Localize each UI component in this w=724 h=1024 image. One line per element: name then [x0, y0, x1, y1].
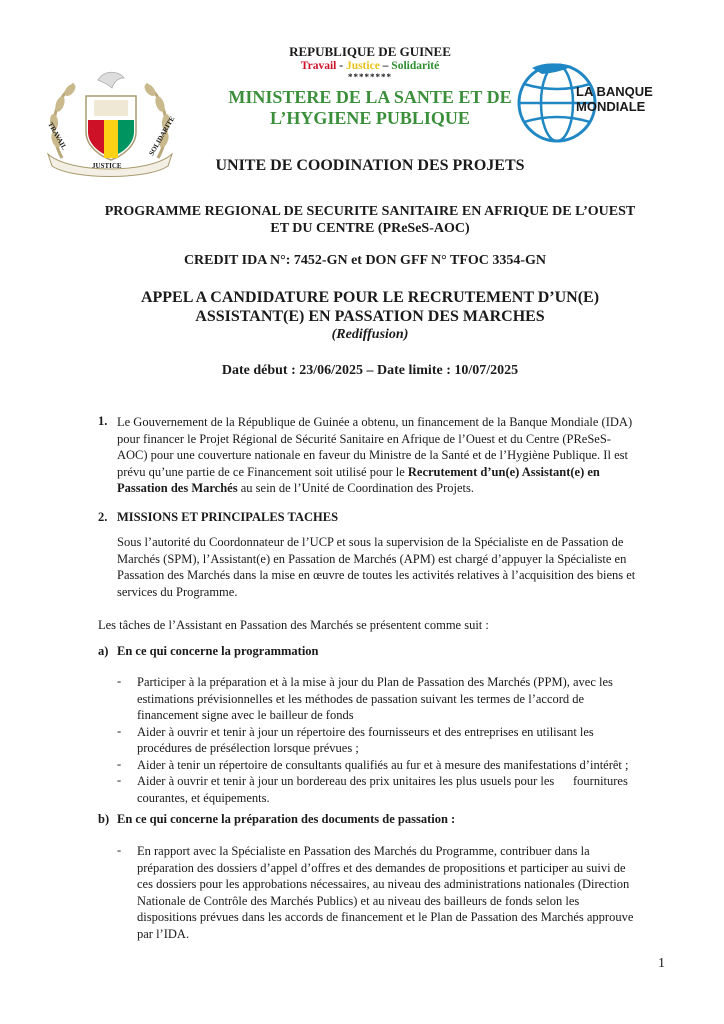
- ministry-name-line1: MINISTERE DE LA SANTE ET DE: [228, 87, 512, 107]
- motto-travail: Travail: [300, 60, 337, 72]
- bullet-dash: -: [117, 674, 122, 688]
- subsection-label: a): [98, 644, 109, 658]
- text-run: au sein de l’Unité de Coordination des Projets.: [237, 481, 475, 495]
- list-item-line: estimations prévisionnelles et les méthodes de passation suivant les termes de l’accord de: [137, 691, 585, 706]
- list-item: [117, 674, 647, 724]
- program-title: [95, 203, 645, 237]
- ministry-name: [190, 87, 550, 129]
- emblem-motto-right: SOLIDARITE: [147, 114, 177, 158]
- motto-justice: Justice: [345, 60, 380, 72]
- paragraph-line: services du Programme.: [117, 584, 238, 599]
- list-item-line: Aider à ouvrir et tenir à jour un répertoire des fournisseurs et des entreprises en utilisant les: [137, 724, 594, 739]
- subsection-b-title: En ce qui concerne la préparation des documents de passation :: [117, 812, 456, 826]
- list-item: [117, 773, 647, 806]
- paragraph-line: pour financer le Projet Régional de Sécurité Sanitaire en Afrique de l’Ouest et du Centre (PReSeS-: [117, 431, 611, 446]
- bullet-dash: -: [117, 843, 122, 857]
- paragraph-line: Le Gouvernement de la République de Guinée a obtenu, un financement de la Banque Mondiale (IDA): [117, 415, 633, 429]
- unit-title: UNITE DE COODINATION DES PROJETS: [215, 157, 525, 174]
- rediffusion-note: (Rediffusion): [331, 327, 409, 342]
- text-run-bold: Passation des Marchés: [117, 481, 238, 495]
- list-item: [117, 843, 647, 942]
- section-number: 1.: [98, 414, 108, 428]
- wb-line1: LA BANQUE: [576, 84, 653, 99]
- page-number: 1: [658, 956, 665, 971]
- list-item-line: financement signe avec le bailleur de fonds: [137, 708, 354, 722]
- credit-reference: CREDIT IDA N°: 7452-GN et DON GFF N° TFOC 3354-GN: [183, 253, 547, 268]
- paragraph-line: Passation des Marchés dans la mise en œuvre de toutes les activités relatives à l’acquisition des biens et: [117, 568, 636, 582]
- paragraph-line: [117, 464, 647, 481]
- bullet-dash: -: [117, 756, 122, 771]
- list-item-line: Nationale de Contrôle des Marchés Publics) et au niveau des bailleurs de fonds selon les: [137, 893, 580, 908]
- text-run-bold: Recrutement d’un(e) Assistant(e) en: [407, 464, 600, 479]
- world-bank-logo: [512, 58, 672, 148]
- program-title-line2: ET DU CENTRE (PReSeS-AOC): [270, 221, 470, 236]
- paragraph-line: AOC) pour une couverture nationale en faveur du Ministre de la Santé et de l’Hygiène Publique. Il est: [117, 448, 628, 462]
- call-title-line2: ASSISTANT(E) EN PASSATION DES MARCHES: [195, 308, 545, 325]
- list-item-line: En rapport avec la Spécialiste en Passation des Marchés du Programme, contribuer dans la: [137, 844, 590, 858]
- list-item-line: ces dossiers pour les approbations nécessaires, au niveau des administrations nationales (Direction: [137, 877, 630, 891]
- national-motto: [200, 60, 540, 72]
- paragraph-line: Marchés (SPM), l’Assistant(e) en Passation de Marchés (APM) est chargé d’appuyer la Spécialiste en: [117, 551, 627, 566]
- paragraph-line: Sous l’autorité du Coordonnateur de l’UCP et sous la supervision de la Spécialiste en de Passation de: [117, 535, 624, 549]
- text-run: prévu qu’une partie de ce Financement soit utilisé pour le: [117, 464, 408, 479]
- bullet-dash: -: [117, 773, 122, 787]
- paragraph-line: [117, 480, 647, 497]
- section2-title: MISSIONS ET PRINCIPALES TACHES: [117, 510, 339, 524]
- list-item-line: Aider à tenir un répertoire de consultants qualifiés au fur et à mesure des manifestations d’intérêt ;: [137, 757, 629, 772]
- world-bank-wordmark: [576, 84, 653, 114]
- motto-separator: –: [379, 60, 392, 72]
- list-item-line: Aider à ouvrir et tenir à jour un bordereau des prix unitaires les plus usuels pour les fournitures: [137, 774, 628, 788]
- list-item-line: préparation des dossiers d’appel d’offres et des demandes de propositions et participer au suivi de: [137, 860, 626, 875]
- emblem-motto-left: TRAVAIL: [46, 120, 69, 152]
- list-item-line: procédures de présélection lorsque prévues ;: [137, 741, 359, 755]
- tasks-intro: Les tâches de l’Assistant en Passation des Marchés se présentent comme suit :: [98, 618, 489, 632]
- list-item: [117, 724, 647, 757]
- tasks-list-b: [117, 843, 647, 942]
- call-title-line1: APPEL A CANDIDATURE POUR LE RECRUTEMENT D’UN(E): [140, 289, 600, 306]
- motto-separator: -: [336, 60, 346, 72]
- application-dates: Date début : 23/06/2025 – Date limite : 10/07/2025: [221, 363, 519, 378]
- emblem-motto-bottom: JUSTICE: [92, 162, 122, 170]
- section1-paragraph: [117, 414, 647, 497]
- wb-line2: MONDIALE: [576, 99, 646, 114]
- stars-divider: ********: [348, 72, 392, 82]
- program-title-line1: PROGRAMME REGIONAL DE SECURITE SANITAIRE EN AFRIQUE DE L’OUEST: [104, 204, 636, 219]
- list-item-line: courantes, et équipements.: [137, 790, 270, 805]
- list-item-line: Participer à la préparation et à la mise à jour du Plan de Passation des Marchés (PPM), avec les: [137, 675, 613, 689]
- subsection-a-title: En ce qui concerne la programmation: [117, 644, 319, 658]
- tasks-list-a: [117, 674, 647, 806]
- ministry-name-line2: L’HYGIENE PUBLIQUE: [270, 108, 470, 128]
- republic-label: REPUBLIQUE DE GUINEE: [289, 44, 451, 59]
- section-number: 2.: [98, 510, 108, 524]
- list-item-line: dispositions prévues dans les accords de financement et le Plan de Passation des Marchés approuve: [137, 910, 634, 924]
- motto-solidarite: Solidarité: [391, 60, 440, 72]
- section2-paragraph: [117, 534, 647, 600]
- call-title: [90, 288, 650, 326]
- list-item-line: par l’IDA.: [137, 926, 190, 941]
- bullet-dash: -: [117, 723, 122, 738]
- subsection-label: b): [98, 812, 110, 826]
- list-item: [117, 757, 647, 774]
